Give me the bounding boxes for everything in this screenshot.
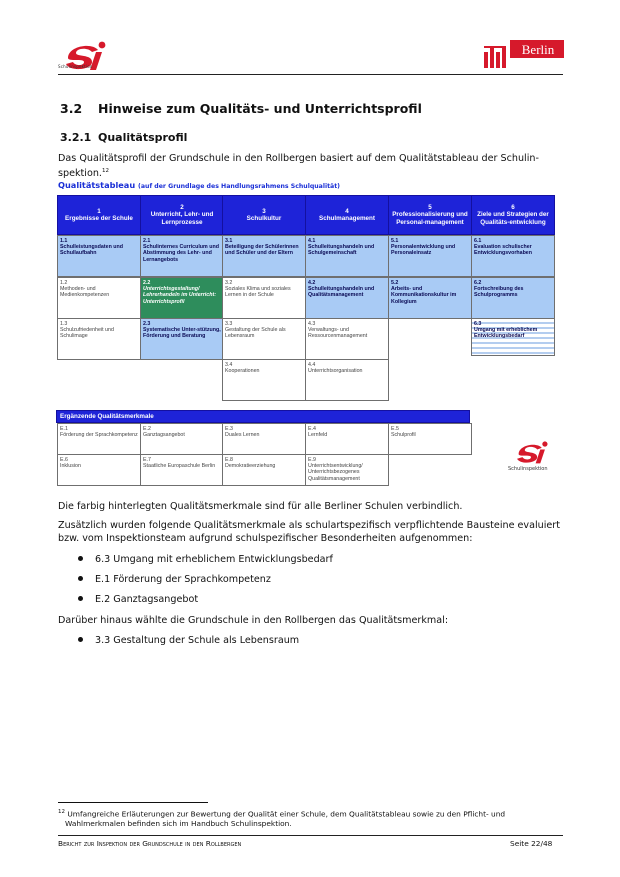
bullet-item — [78, 573, 333, 593]
supplementary-cell-E-4 — [305, 423, 389, 455]
footnote-ref[interactable]: 12 — [101, 168, 109, 175]
section-title: Hinweise zum Qualitäts- und Unterrichtsprofil — [98, 101, 422, 116]
tableau-cell-1-2 — [57, 277, 141, 319]
subsection-title: Qualitätsprofil — [98, 131, 188, 144]
tableau-column-header — [222, 195, 306, 235]
cell-name: Schulprofil — [391, 432, 416, 439]
cell-name: Schulleitungshandeln und Schulgemeinschaft — [308, 244, 375, 257]
tableau-title — [58, 180, 340, 190]
tableau-column-header — [388, 195, 472, 235]
intro-line-2: spektion. — [58, 168, 102, 180]
cell-number: 4.3 — [308, 321, 316, 327]
cell-number: 3.2 — [225, 280, 233, 286]
cell-name: Schulinternes Curriculum und Abstimmung des Lehr- und Lernangebots — [143, 244, 219, 263]
cell-name: Demokratieerziehung — [225, 463, 276, 470]
cell-number: 4.2 — [308, 280, 316, 286]
cell-number: 2.3 — [143, 321, 151, 327]
bullet-dot-icon — [78, 637, 83, 642]
tableau-cell-4-2 — [305, 277, 389, 319]
cell-number: 6.2 — [474, 280, 482, 286]
tableau-column-header — [471, 195, 555, 235]
cell-name: Ganztagsangebot — [143, 432, 185, 439]
bullet-text: E.1 Förderung der Sprachkompetenz — [95, 574, 271, 585]
tableau-subtitle: (auf der Grundlage des Handlungsrahmens Schulqualität) — [138, 183, 340, 190]
cell-name: Soziales Klima und soziales Lernen in der Schule — [225, 286, 291, 299]
tableau-cell-6-1 — [471, 235, 555, 277]
bullet-item — [78, 634, 299, 654]
tableau-title-text: Qualitätstableau — [58, 180, 136, 190]
cell-number: 2.2 — [143, 280, 151, 286]
bullet-dot-icon — [78, 576, 83, 581]
cell-name: Schulleitungshandeln und Qualitätsmanagement — [308, 286, 375, 299]
tableau-column-header — [57, 195, 141, 235]
cell-name: Schulleistungsdaten und Schullaufbahn — [60, 244, 123, 257]
chosen-bullet-list — [78, 634, 299, 654]
cell-number: 1.1 — [60, 238, 68, 244]
footnote-number: 12 — [58, 809, 65, 815]
logo-caption: Schulinspektion — [58, 64, 93, 69]
bullet-text: 6.3 Umgang mit erheblichem Entwicklungsbedarf — [95, 554, 333, 565]
cell-number: 1.2 — [60, 280, 68, 286]
footnote-divider — [58, 802, 208, 803]
cell-name: Fortschreibung des Schulprogramms — [474, 286, 524, 299]
column-title: Schulmanagement — [319, 215, 375, 222]
column-number: 3 — [262, 207, 266, 215]
supplementary-cell-E-1 — [57, 423, 141, 455]
tableau-cell-1-1 — [57, 235, 141, 277]
tableau-column-header — [305, 195, 389, 235]
cell-name: Umgang mit erheblichem Entwicklungsbedarf — [474, 327, 538, 340]
cell-name: Unterrichtsorganisation — [308, 368, 363, 375]
subsection-number: 3.2.1 — [60, 131, 92, 144]
cell-name: Beteiligung der Schülerinnen und Schüler und der Eltern — [225, 244, 299, 257]
column-title: Schulkultur — [246, 215, 282, 222]
footer-divider — [58, 835, 563, 836]
paragraph-mandatory: Die farbig hinterlegten Qualitätsmerkmale sind für alle Berliner Schulen verbindlich. — [58, 501, 463, 512]
supplementary-cell-E-5 — [388, 423, 472, 455]
cell-name: Verwaltungs- und Ressourcenmanagement — [308, 327, 368, 340]
tableau-cell-5-1 — [388, 235, 472, 277]
tableau-cell-2-2 — [140, 277, 224, 319]
cell-name: Evaluation schulischer Entwicklungsvorhaben — [474, 244, 532, 257]
tableau-cell-4-4 — [305, 359, 389, 401]
cell-number: 6.1 — [474, 238, 482, 244]
footer-report-title: Bericht zur Inspektion der Grundschule in den Rollbergen — [58, 839, 242, 848]
required-bullet-list — [78, 553, 333, 613]
header-divider — [58, 74, 563, 75]
cell-number: E.4 — [308, 426, 316, 432]
cell-number: E.8 — [225, 457, 233, 463]
cell-number: E.7 — [143, 457, 151, 463]
cell-name: Unterrichtsgestaltung/ Lehrerhandeln im Unterricht: Unterrichtsprofil — [143, 286, 216, 305]
intro-line-1: Das Qualitätsprofil der Grundschule in den Rollbergen basiert auf dem Qualitätstableau der Schulin- — [58, 153, 539, 164]
cell-number: 6.3 — [474, 321, 482, 327]
cell-name: Kooperationen — [225, 368, 260, 375]
cell-name: Förderung der Sprachkompetenz — [60, 432, 138, 439]
footnote — [58, 807, 563, 829]
bullet-dot-icon — [78, 556, 83, 561]
tableau-cell-3-4 — [222, 359, 306, 401]
intro-paragraph — [58, 152, 563, 181]
cell-name: Arbeits- und Kommunikationskultur im Kollegium — [391, 286, 457, 305]
tableau-cell-3-1 — [222, 235, 306, 277]
footnote-line-2: Wahlmerkmalen befinden sich im Handbuch Schulinspektion. — [65, 819, 292, 829]
cell-name: Personalentwicklung und Personaleinsatz — [391, 244, 456, 257]
cell-number: E.3 — [225, 426, 233, 432]
column-number: 4 — [345, 207, 349, 215]
tableau-cell-1-3 — [57, 318, 141, 360]
cell-name: Gestaltung der Schule als Lebensraum — [225, 327, 286, 340]
column-title: Ergebnisse der Schule — [65, 215, 133, 222]
column-number: 5 — [428, 204, 432, 212]
cell-name: Unterrichtsentwicklung/ Unterrichtsbezogenes Qualitätsmanagement — [308, 463, 363, 482]
supplementary-header: Ergänzende Qualitätsmerkmale — [56, 410, 470, 423]
cell-name: Systematische Unter-stützung, Förderung und Beratung — [143, 327, 221, 340]
bullet-item — [78, 593, 333, 613]
tableau-cell-3-3 — [222, 318, 306, 360]
supplementary-cell-E-2 — [140, 423, 224, 455]
cell-number: E.2 — [143, 426, 151, 432]
cell-name: Lernfeld — [308, 432, 328, 439]
paragraph-additional-line-1: Zusätzlich wurden folgende Qualitätsmerkmale als schulartspezifisch verpflichtende Bausteine evaluiert — [58, 520, 561, 531]
cell-name: Inklusion — [60, 463, 81, 470]
tableau-column-header — [140, 195, 224, 235]
cell-name: Methoden- und Medienkompetenzen — [60, 286, 110, 299]
cell-name: Schulzufriedenheit und Schulimage — [60, 327, 114, 340]
cell-number: E.6 — [60, 457, 68, 463]
page-number: Seite 22/48 — [510, 839, 553, 848]
bullet-item — [78, 553, 333, 573]
cell-number: 3.3 — [225, 321, 233, 327]
supplementary-cell-E-3 — [222, 423, 306, 455]
column-title: Unterricht, Lehr- und Lernprozesse — [150, 211, 214, 226]
bullet-text: 3.3 Gestaltung der Schule als Lebensraum — [95, 635, 300, 646]
footnote-line-1: Umfangreiche Erläuterungen zur Bewertung der Qualität einer Schule, dem Qualitätstableau sowie zu den Pflicht- und — [67, 809, 506, 819]
cell-number: E.9 — [308, 457, 316, 463]
tableau-logo-caption: Schulinspektion — [508, 466, 548, 472]
cell-number: 2.1 — [143, 238, 151, 244]
tableau-cell-2-1 — [140, 235, 224, 277]
tableau-cell-6-2 — [471, 277, 555, 319]
schulinspektion-logo-icon-small — [514, 436, 548, 466]
column-number: 6 — [511, 204, 515, 212]
berlin-label: Berlin — [521, 42, 555, 57]
paragraph-additional-line-2: bzw. vom Inspektionsteam aufgrund schulspezifischer Besonderheiten aufgenommen: — [58, 533, 473, 545]
cell-number: 5.1 — [391, 238, 399, 244]
bullet-dot-icon — [78, 596, 83, 601]
tableau-cell-3-2 — [222, 277, 306, 319]
cell-number: E.5 — [391, 426, 399, 432]
tableau-cell-6-3 — [471, 318, 555, 356]
cell-number: 1.3 — [60, 321, 68, 327]
cell-number: 3.4 — [225, 362, 233, 368]
paragraph-additional — [58, 519, 563, 546]
cell-number: 3.1 — [225, 238, 233, 244]
column-title: Ziele und Strategien der Qualitäts-entwicklung — [477, 211, 549, 226]
paragraph-chosen: Darüber hinaus wählte die Grundschule in den Rollbergen das Qualitätsmerkmal: — [58, 615, 449, 626]
cell-number: E.1 — [60, 426, 68, 432]
supplementary-cell-E-7 — [140, 454, 224, 486]
tableau-cell-4-3 — [305, 318, 389, 360]
tableau-cell-2-3 — [140, 318, 224, 360]
column-number: 2 — [180, 204, 184, 212]
cell-number: 4.4 — [308, 362, 316, 368]
bullet-text: E.2 Ganztagsangebot — [95, 594, 199, 605]
tableau-cell-5-2 — [388, 277, 472, 319]
section-number: 3.2 — [60, 101, 83, 116]
cell-name: Staatliche Europaschule Berlin — [143, 463, 216, 470]
cell-number: 4.1 — [308, 238, 316, 244]
supplementary-cell-E-8 — [222, 454, 306, 486]
tableau-cell-4-1 — [305, 235, 389, 277]
supplementary-cell-E-9 — [305, 454, 389, 486]
cell-number: 5.2 — [391, 280, 399, 286]
cell-name: Duales Lernen — [225, 432, 260, 439]
supplementary-cell-E-6 — [57, 454, 141, 486]
column-title: Professionalisierung und Personal-management — [392, 211, 468, 226]
column-number: 1 — [97, 207, 101, 215]
